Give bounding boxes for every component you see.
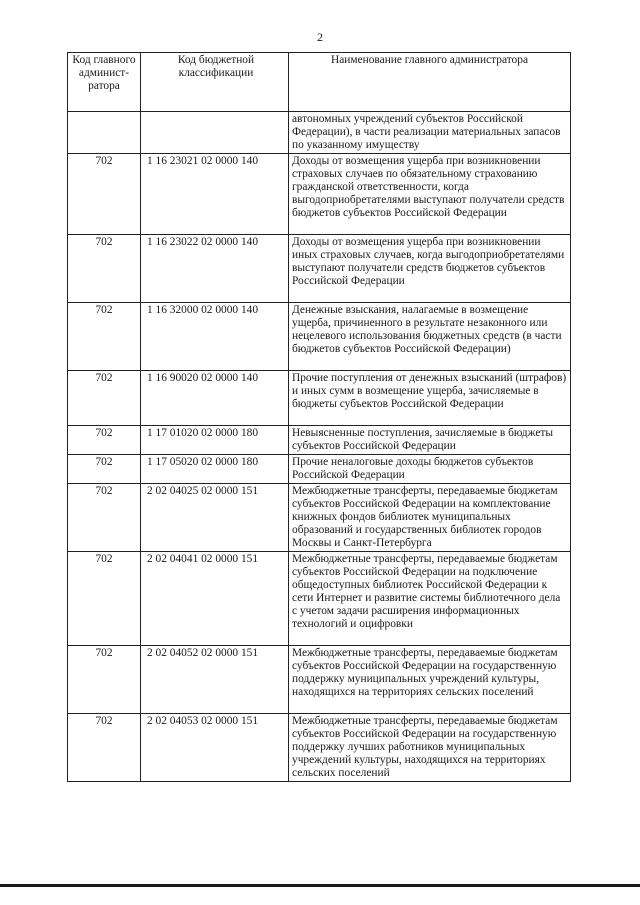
cell-admin-name: Межбюджетные трансферты, передаваемые бюджетам субъектов Российской Федерации на государственную поддержку лучших работников муниципальных учреждений культуры, находящихся на территориях сельских поселений	[289, 714, 571, 782]
cell-admin-name: Межбюджетные трансферты, передаваемые бюджетам субъектов Российской Федерации на комплектование книжных фондов библиотек муниципальных образований и государственных библиотек городов Москвы и Санкт-Петербурга	[289, 484, 571, 552]
page-number: 2	[317, 30, 323, 44]
cell-kbk: 2 02 04053 02 0000 151	[141, 714, 289, 782]
cell-admin-code: 702	[68, 552, 141, 646]
table-row	[68, 552, 571, 646]
cell-admin-name: Прочие поступления от денежных взысканий (штрафов) и иных сумм в возмещение ущерба, зачисляемые в бюджеты субъектов Российской Федерации	[289, 371, 571, 426]
table-row	[68, 714, 571, 782]
cell-kbk: 1 17 01020 02 0000 180	[141, 426, 289, 455]
cell-kbk: 1 16 23022 02 0000 140	[141, 235, 289, 303]
cell-continued-text: автономных учреждений субъектов Российской Федерации), в части реализации материальных запасов по указанному имуществу	[289, 112, 571, 154]
budget-classification-table	[67, 52, 571, 782]
table-row	[68, 455, 571, 484]
cell-kbk: 2 02 04025 02 0000 151	[141, 484, 289, 552]
table-row	[68, 154, 571, 235]
cell-kbk: 2 02 04052 02 0000 151	[141, 646, 289, 714]
header-kbk: Код бюджетной классификации	[141, 53, 289, 112]
cell-kbk: 2 02 04041 02 0000 151	[141, 552, 289, 646]
cell-admin-code: 702	[68, 484, 141, 552]
cell-admin-code: 702	[68, 154, 141, 235]
cell-kbk: 1 17 05020 02 0000 180	[141, 455, 289, 484]
cell-admin-name: Доходы от возмещения ущерба при возникновении страховых случаев по обязательному страхованию гражданской ответственности, когда выгодоприобретателями выступают получатели средств бюджетов субъектов Российской Федерации	[289, 154, 571, 235]
cell-kbk	[141, 112, 289, 154]
cell-admin-code: 702	[68, 714, 141, 782]
cell-kbk: 1 16 90020 02 0000 140	[141, 371, 289, 426]
cell-admin-code: 702	[68, 371, 141, 426]
cell-admin-name: Денежные взыскания, налагаемые в возмещение ущерба, причиненного в результате незаконного или нецелевого использования бюджетных средств (в части бюджетов субъектов Российской Федерации)	[289, 303, 571, 371]
cell-admin-name: Межбюджетные трансферты, передаваемые бюджетам субъектов Российской Федерации на государственную поддержку муниципальных учреждений культуры, находящихся на территориях сельских поселений	[289, 646, 571, 714]
cell-admin-code: 702	[68, 455, 141, 484]
cell-admin-name: Невыясненные поступления, зачисляемые в бюджеты субъектов Российской Федерации	[289, 426, 571, 455]
table-row	[68, 371, 571, 426]
bottom-divider-line	[0, 884, 640, 887]
header-admin-code: Код главного админист- ратора	[68, 53, 141, 112]
table-row	[68, 426, 571, 455]
table-header-row	[68, 53, 571, 112]
cell-admin-code	[68, 112, 141, 154]
cell-admin-code: 702	[68, 646, 141, 714]
cell-kbk: 1 16 23021 02 0000 140	[141, 154, 289, 235]
table-row	[68, 646, 571, 714]
cell-admin-name: Прочие неналоговые доходы бюджетов субъектов Российской Федерации	[289, 455, 571, 484]
cell-kbk: 1 16 32000 02 0000 140	[141, 303, 289, 371]
table-row-continued	[68, 112, 571, 154]
cell-admin-code: 702	[68, 235, 141, 303]
cell-admin-code: 702	[68, 426, 141, 455]
table-row	[68, 303, 571, 371]
table-row	[68, 235, 571, 303]
cell-admin-code: 702	[68, 303, 141, 371]
header-admin-name: Наименование главного администратора	[289, 53, 571, 112]
cell-admin-name: Доходы от возмещения ущерба при возникновении иных страховых случаев, когда выгодоприобретателями выступают получатели средств бюджетов субъектов Российской Федерации	[289, 235, 571, 303]
cell-admin-name: Межбюджетные трансферты, передаваемые бюджетам субъектов Российской Федерации на подключение общедоступных библиотек Российской Федерации к сети Интернет и развитие системы библиотечного дела с учетом задачи расширения информационных технологий и оцифровки	[289, 552, 571, 646]
table-row	[68, 484, 571, 552]
